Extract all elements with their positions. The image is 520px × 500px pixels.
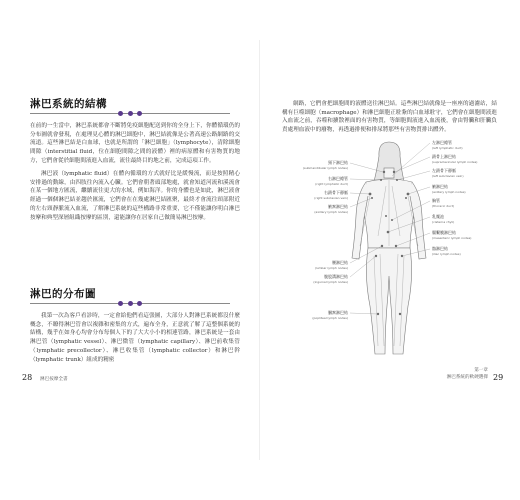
running-title-chapter: 第一章: [474, 368, 488, 373]
label-cisterna-chyli: 乳糜池: [432, 214, 444, 219]
running-title: 淋巴按摩全書: [40, 377, 68, 382]
paragraph: 在前的一生當中，淋巴系統都會不斷將免疫細胞配送到你的全身上下，你體循環仍的分布圖就會發現，在處理見心體的淋巴細胞中，淋巴結就像是公著高速公路網路的交流道。這些淋巴結是白血球，也就是所謂的「淋巴細胞」（lymphocyte），清除細胞間隙（interstitial fluid，位在細胞間隙之間的液體）裡的病原體和有害物質的地方，它們會從於細胞間液進入血流，流往最終目的地之前，完成這項工作。: [30, 123, 240, 164]
label-right-lymphatic-duct: 右淋巴總管: [328, 176, 348, 181]
section-heading-distribution: 淋巴的分布圖: [30, 288, 96, 300]
svg-text:(right lymphatic duct): (right lymphatic duct): [315, 182, 348, 186]
svg-text:(inguinal lymph nodes): (inguinal lymph nodes): [313, 280, 348, 284]
heading-ornament: [118, 110, 142, 116]
paragraph: 淋巴液（lymphatic fluid）在體內循環的方式就好比是緩慢流，而是按照精心安排過的動線，由四肢往內流入心臟。它們會朝著頭部地處，就會知道河流和溪流會在某一個地方匯流，繼續流往更大的水域，例如海洋。你的身體也是如此，淋巴液會經過一個個淋巴結並趨於匯流，它們會在在幾處淋巴結匯聚，最終才會流往頸部附近的左右頸靜脈流入血流，了解淋巴系統的這些構路非常重要，它不僅能讓你明白淋巴按摩和典型深層組織按摩的區別，還能讓你在居家自己做簡易淋巴按摩。: [30, 171, 240, 221]
label-iliac: 髂淋巴結: [432, 246, 448, 251]
page-number: 29: [493, 373, 504, 382]
label-popliteal: 膕窩淋巴結: [328, 310, 348, 315]
svg-text:(thoracic duct): (thoracic duct): [432, 204, 455, 208]
label-left-lymphatic-duct: 左淋巴總管: [432, 140, 452, 145]
label-thoracic-duct: 胸管: [432, 198, 440, 203]
label-supraclavicular: 鎖骨上淋巴結: [432, 154, 456, 159]
label-submandibular: 頸下淋巴結: [328, 160, 348, 165]
label-axillary: 腋窩淋巴結: [328, 204, 348, 209]
svg-text:(popliteal lymph nodes): (popliteal lymph nodes): [312, 316, 348, 320]
svg-text:(cisterna chyli): (cisterna chyli): [432, 220, 455, 224]
section-heading-structure: 淋巴系統的結構: [30, 98, 107, 110]
label-mesenteric: 腸繫膜淋巴結: [432, 230, 456, 235]
paragraph: 網路，它們會把細胞間的液體送往淋巴結。這些淋巴結就像是一座座的過濾站，結構有巨噬細胞（macrophage）和淋巴細胞正駐紮的白血球駐守，它們會在細胞間液進入血流之前，吞噬和擴散裡面的有害物質，等細胞間液進入血流後，會由腎臟和肝臟負責處理血液中的廢物，再透過排便和排尿將那些有害物質排出體外。: [282, 101, 497, 134]
svg-text:(lumbar lymph nodes): (lumbar lymph nodes): [314, 266, 348, 270]
svg-text:(right subclavian vein): (right subclavian vein): [314, 196, 348, 200]
svg-text:(left lymphatic duct): (left lymphatic duct): [432, 146, 463, 150]
svg-text:(axillary lymph nodes): (axillary lymph nodes): [432, 190, 466, 194]
label-axillary-right: 腋淋巴結: [432, 184, 448, 189]
svg-text:(left subclavian vein): (left subclavian vein): [432, 174, 464, 178]
svg-text:(iliac lymph nodes): (iliac lymph nodes): [432, 252, 461, 256]
running-title-subtitle: 淋巴系統的軟硬選擇: [446, 375, 488, 380]
heading-ornament: [118, 300, 142, 306]
svg-text:(supraclavicular lymph nodes): (supraclavicular lymph nodes): [432, 160, 478, 164]
label-lumbar: 腰淋巴結: [332, 260, 348, 265]
lymph-system-figure: [260, 136, 520, 366]
svg-text:(mesenteric lymph nodes): (mesenteric lymph nodes): [432, 236, 472, 240]
right-page: [260, 0, 520, 500]
body-silhouette: [352, 142, 426, 354]
label-left-subclavian-vein: 左鎖骨下靜脈: [432, 168, 456, 173]
svg-text:(submandibular lymph nodes): (submandibular lymph nodes): [302, 166, 348, 170]
figure-labels-right: [432, 139, 477, 256]
figure-labels-left: [303, 159, 348, 320]
paragraph: 我第一次為客戶看診時，一定會給他們看這張圖，大部分人對淋巴系統都沒什麼概念，不瞭得淋巴管會以複雜和密集的方式，遍布全身，正意就了解了這整個系統的結構，幾乎在如身心均會分布每個人下的了大大小小的相連管路，淋巴系統是一套由淋巴管（lymphatic vessel）、淋巴微管（lymphatic capillary）、淋巴前收集管（lymphatic precollector）、淋巴收集管（lymphatic collector）和淋巴幹（lymphatic trunk）組成的精密: [30, 313, 240, 363]
page-number: 28: [22, 373, 33, 382]
label-right-subclavian-vein: 右鎖骨下靜脈: [324, 190, 348, 195]
svg-text:(axillary lymph nodes): (axillary lymph nodes): [314, 210, 348, 214]
label-inguinal: 腹股溝淋巴結: [324, 274, 348, 279]
